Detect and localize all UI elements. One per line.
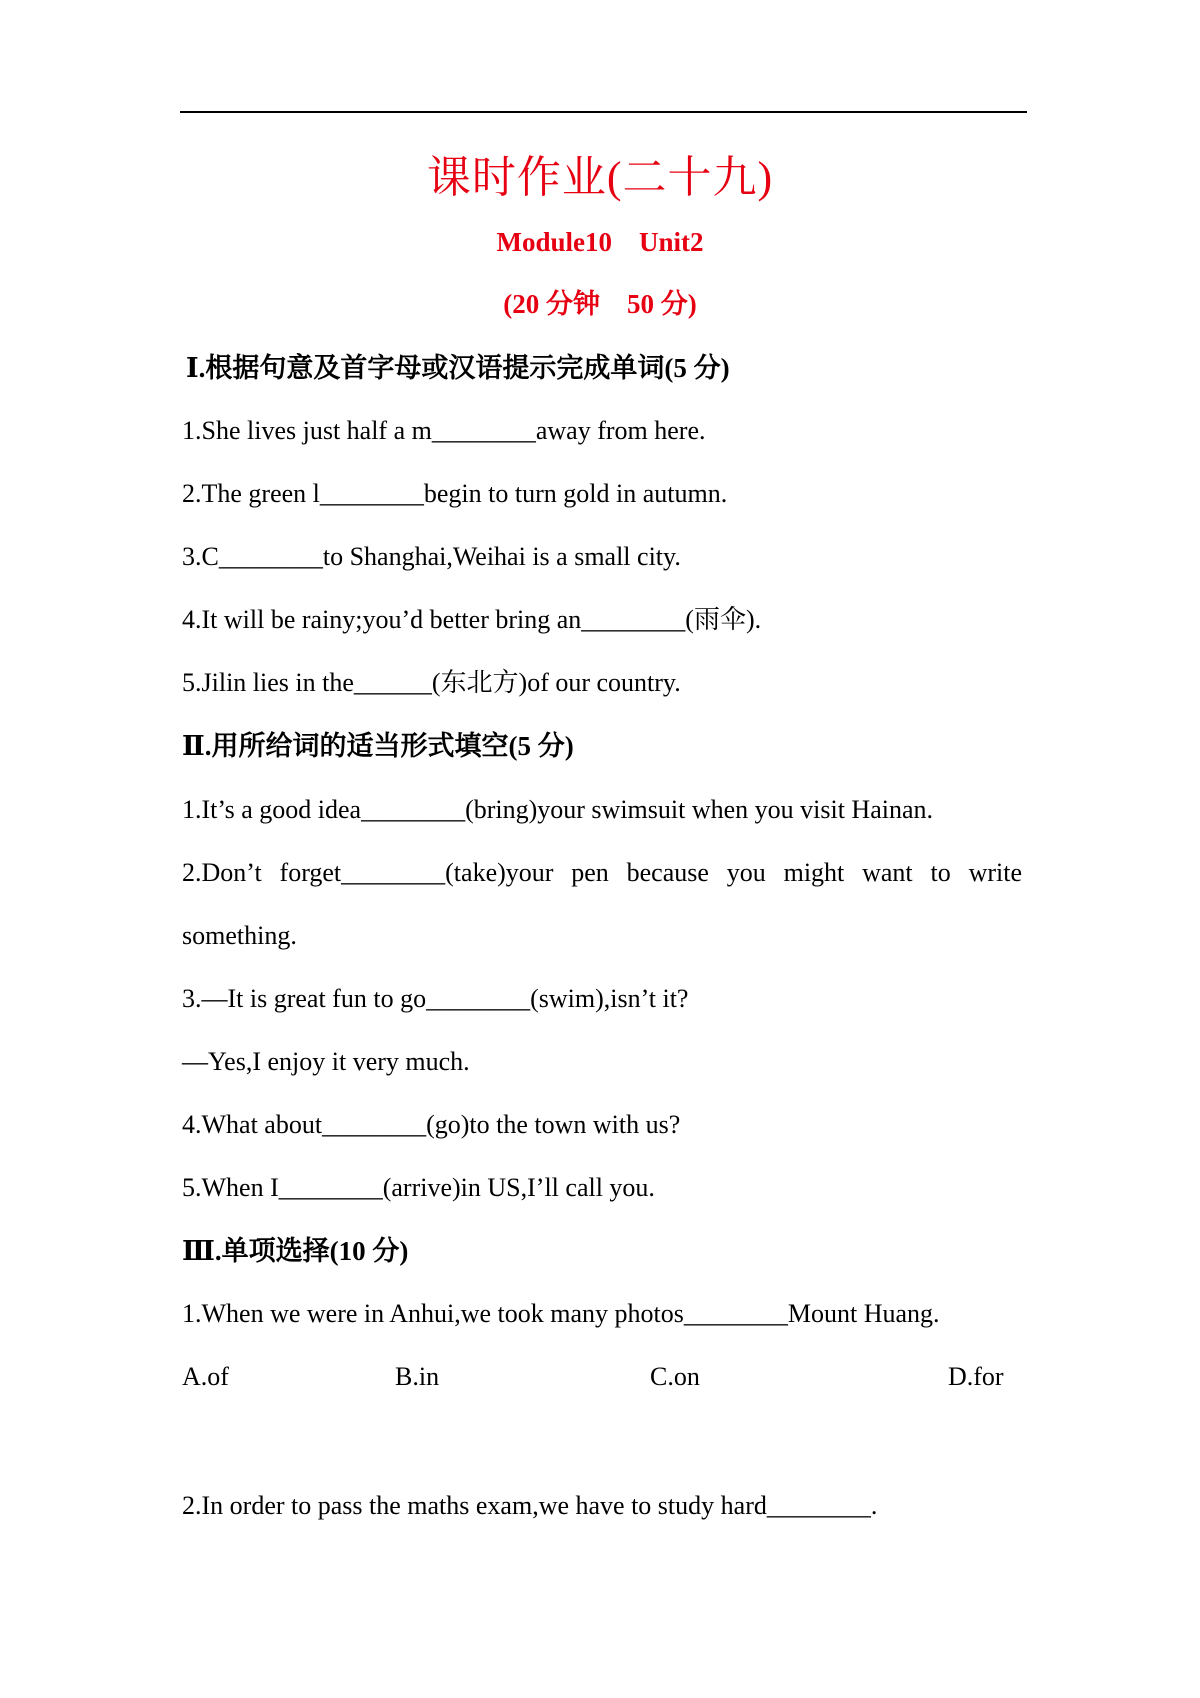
- option-c: C.on: [650, 1362, 700, 1391]
- module-unit-label: Module10 Unit2: [496, 227, 704, 257]
- section-3-question-1: 1.When we were in Anhui,we took many photos________Mount Huang.: [182, 1299, 940, 1328]
- header-rule: [180, 111, 1027, 113]
- option-a: A.of: [182, 1362, 229, 1391]
- section-1-item-2: 2.The green l________begin to turn gold in autumn.: [182, 479, 728, 508]
- section-2-item-3-answer: —Yes,I enjoy it very much.: [182, 1047, 470, 1076]
- section-3-question-2: 2.In order to pass the maths exam,we have to study hard________.: [182, 1491, 878, 1520]
- section-3-heading: Ⅲ.单项选择(10 分): [182, 1236, 409, 1266]
- page-title: 课时作业(二十九): [426, 153, 774, 202]
- section-2-item-1: 1.It’s a good idea________(bring)your swimsuit when you visit Hainan.: [182, 795, 934, 824]
- time-score-label: (20 分钟 50 分): [503, 289, 697, 319]
- section-2-item-4: 4.What about________(go)to the town with us?: [182, 1110, 681, 1139]
- section-2-item-5: 5.When I________(arrive)in US,I’ll call you.: [182, 1173, 655, 1202]
- section-1-item-3: 3.C________to Shanghai,Weihai is a small city.: [182, 542, 681, 571]
- option-d: D.for: [948, 1362, 1004, 1391]
- option-b: B.in: [395, 1362, 440, 1391]
- section-2-item-3-question: 3.—It is great fun to go________(swim),isn’t it?: [182, 984, 689, 1013]
- section-1-item-5: 5.Jilin lies in the______(东北方)of our country.: [182, 668, 681, 697]
- section-2-item-2-line-1: 2.Don’t forget________(take)your pen because you might want to write: [182, 858, 1022, 887]
- section-1-heading: Ⅰ.根据句意及首字母或汉语提示完成单词(5 分): [186, 353, 730, 383]
- section-2-item-2-line-2: something.: [182, 921, 297, 950]
- section-2-heading: Ⅱ.用所给词的适当形式填空(5 分): [182, 731, 574, 761]
- section-1-item-1: 1.She lives just half a m________away from here.: [182, 416, 706, 445]
- section-1-item-4: 4.It will be rainy;you’d better bring an________(雨伞).: [182, 605, 762, 634]
